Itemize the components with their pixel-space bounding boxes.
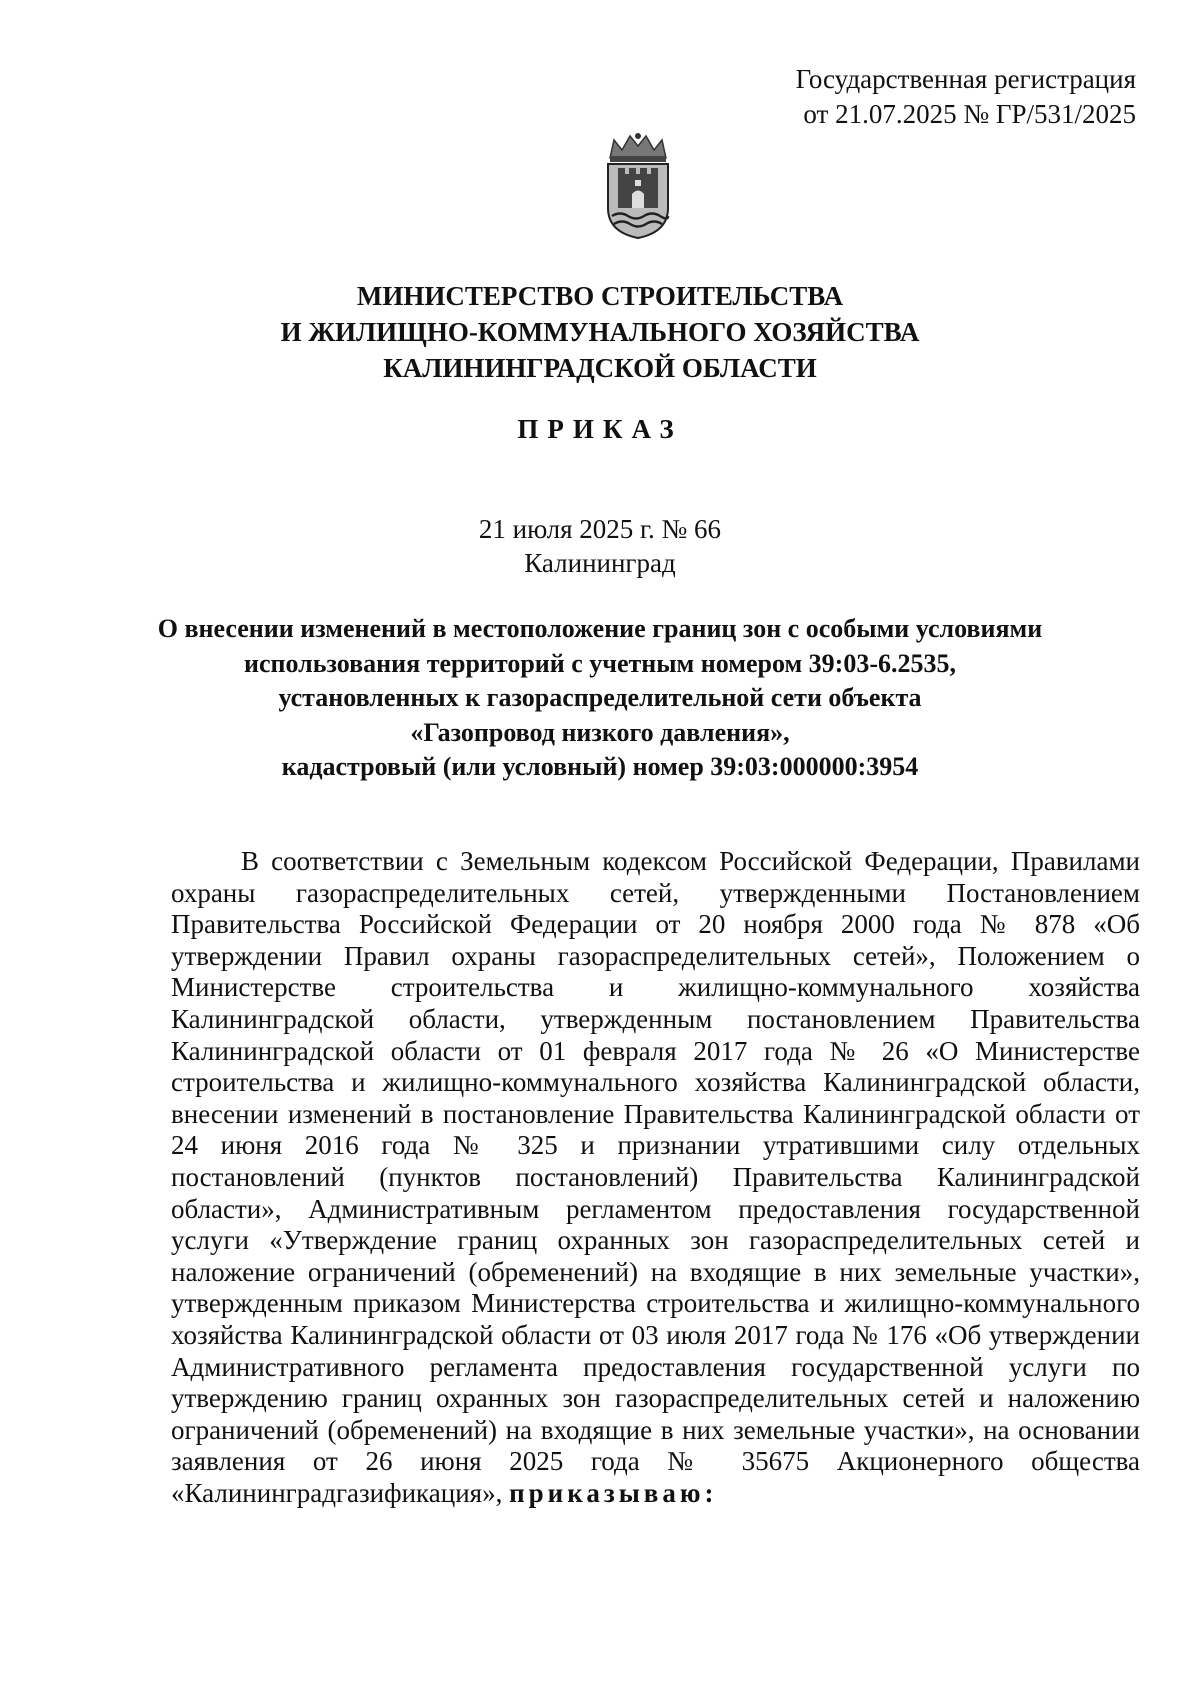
order-date-number: 21 июля 2025 г. № 66	[478, 514, 722, 544]
state-registration-stamp	[796, 62, 1136, 132]
order-body-text: В соответствии с Земельным кодексом Российской Федерации, Правилами охраны газораспределительных сетей, утвержденными Постановлением Правительства Российской Федерации от 20 ноября 2000 года № 878 «Об утверждении Правил охраны газораспределительных сетей», Положением о Министерстве строительства и жилищно-коммунального хозяйства Калининградской области, утвержденным постановлением Правительства Калининградской области от 01 февраля 2017 года № 26 «О Министерстве строительства и жилищно-коммунального хозяйства Калининградской области, внесении изменений в постановление Правительства Калининградской области от 24 июня 2016 года № 325 и признании утратившими силу отдельных постановлений (пунктов постановлений) Правительства Калининградской области», Административным регламентом предоставления государственной услуги «Утверждение границ охранных зон газораспределительных сетей и наложение ограничений (обременений) на входящие в них земельные участки», утвержденным приказом Министерства строительства и жилищно-коммунального хозяйства Калининградской области от 03 июля 2017 года № 176 «Об утверждении Административного регламента предоставления государственной услуги по утверждению границ охранных зон газораспределительных сетей и наложению ограничений (обременений) на входящие в них земельные участки», на основании заявления от 26 июня 2025 года № 35675 Акционерного общества «Калининградгазификация»,	[171, 846, 1140, 1508]
registration-line-2: от 21.07.2025 № ГР/531/2025	[803, 99, 1136, 129]
subject-line-3: установленных к газораспределительной сети объекта	[278, 683, 922, 712]
subject-line-5: кадастровый (или условный) номер 39:03:000000:3954	[281, 752, 919, 781]
subject-line-1: О внесении изменений в местоположение границ зон с особыми условиями	[157, 614, 1043, 643]
ministry-line-2: И ЖИЛИЩНО-КОММУНАЛЬНОГО ХОЗЯЙСТВА	[280, 317, 920, 347]
subject-line-2: использования территорий с учетным номером 39:03-6.2535,	[243, 648, 956, 678]
registration-line-1: Государственная регистрация	[795, 64, 1136, 94]
ministry-line-1: МИНИСТЕРСТВО СТРОИТЕЛЬСТВА	[356, 281, 844, 311]
order-date-block	[0, 512, 1200, 580]
ministry-heading	[0, 278, 1200, 386]
kaliningrad-coat-of-arms-icon	[598, 130, 678, 240]
order-directive-word: приказываю:	[509, 1477, 718, 1508]
order-body-paragraph	[171, 846, 1140, 1509]
ministry-line-3: КАЛИНИНГРАДСКОЙ ОБЛАСТИ	[383, 353, 817, 383]
order-subject	[120, 612, 1080, 785]
order-city: Калининград	[524, 548, 676, 578]
document-type-heading: ПРИКАЗ	[517, 414, 683, 444]
subject-line-4: «Газопровод низкого давления»,	[410, 717, 790, 747]
